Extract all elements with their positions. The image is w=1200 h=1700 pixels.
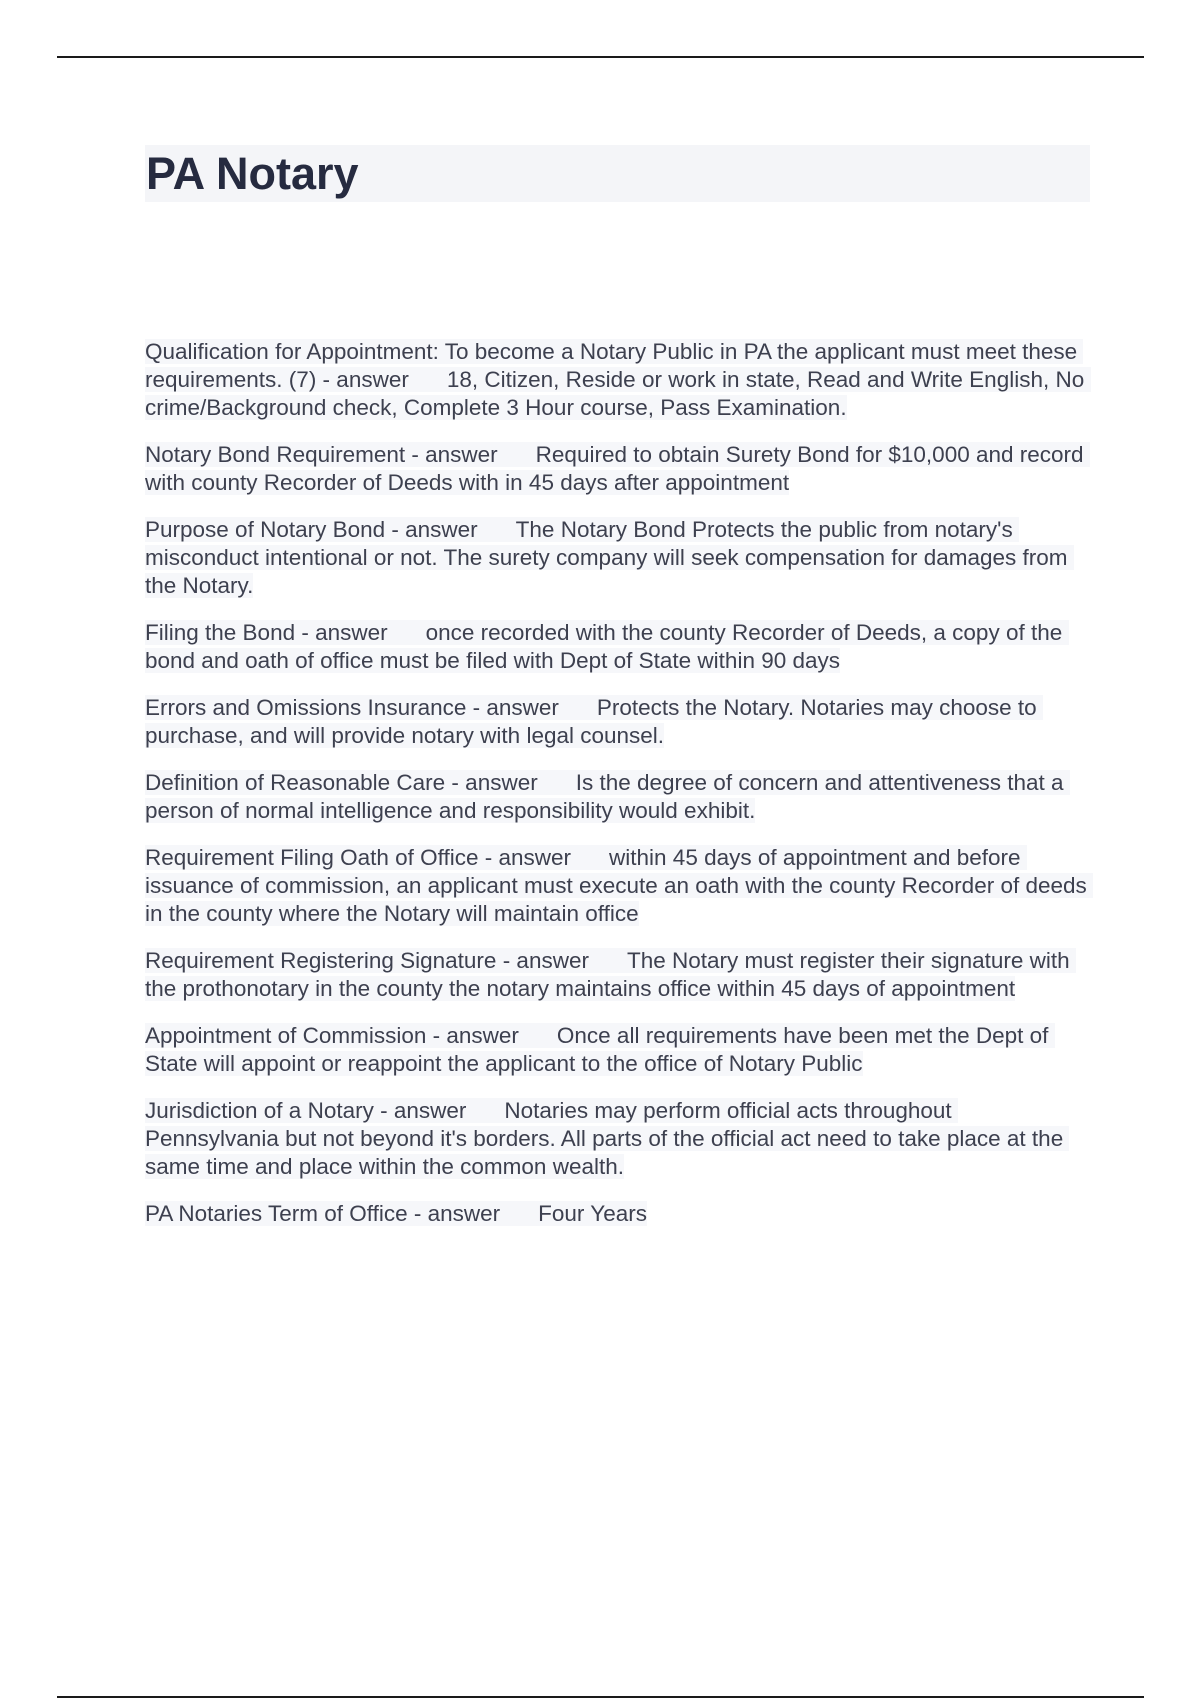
card-term: Requirement Filing Oath of Office - answer	[145, 845, 572, 870]
flashcard-list	[145, 338, 1094, 1247]
flashcard-item	[145, 947, 1090, 1003]
card-term: Definition of Reasonable Care - answer	[145, 770, 538, 795]
card-term: Errors and Omissions Insurance - answer	[145, 695, 559, 720]
card-term: Filing the Bond - answer	[145, 620, 388, 645]
flashcard-item	[145, 1200, 1090, 1228]
flashcard-item	[145, 441, 1090, 497]
card-definition: The Notary must register their signature with the prothonotary in the county the notary maintains office within 45 days of appointment	[145, 948, 1076, 1001]
card-definition: Notaries may perform official acts throughout Pennsylvania but not beyond it's borders. All parts of the official act need to take place at the same time and place within the common wealth.	[145, 1098, 1070, 1179]
card-term: Requirement Registering Signature - answer	[145, 948, 589, 973]
card-term: Jurisdiction of a Notary - answer	[145, 1098, 467, 1123]
card-term: Qualification for Appointment: To become a Notary Public in PA the applicant must meet these requirements. (7) - answer	[145, 339, 1084, 392]
flashcard-item	[145, 516, 1090, 600]
card-definition: The Notary Bond Protects the public from notary's misconduct intentional or not. The surety company will seek compensation for damages from the Notary.	[145, 517, 1074, 598]
card-definition: within 45 days of appointment and before issuance of commission, an applicant must execute an oath with the county Recorder of deeds in the county where the Notary will maintain office	[145, 845, 1094, 926]
card-definition: once recorded with the county Recorder of Deeds, a copy of the bond and oath of office must be filed with Dept of State within 90 days	[145, 620, 1069, 673]
card-definition: Protects the Notary. Notaries may choose to purchase, and will provide notary with legal counsel.	[145, 695, 1043, 748]
flashcard-item	[145, 619, 1090, 675]
card-term: Purpose of Notary Bond - answer	[145, 517, 478, 542]
page-title: PA Notary	[146, 148, 359, 199]
card-term: Notary Bond Requirement - answer	[145, 442, 498, 467]
card-definition: 18, Citizen, Reside or work in state, Read and Write English, No crime/Background check, Complete 3 Hour course, Pass Examination.	[145, 367, 1091, 420]
bottom-divider	[57, 1696, 1144, 1698]
card-definition: Required to obtain Surety Bond for $10,000 and record with county Recorder of Deeds with in 45 days after appointment	[145, 442, 1090, 495]
flashcard-item	[145, 1097, 1090, 1181]
card-definition: Once all requirements have been met the Dept of State will appoint or reappoint the applicant to the office of Notary Public	[145, 1023, 1055, 1076]
card-definition: Four Years	[538, 1201, 647, 1226]
flashcard-item	[145, 1022, 1090, 1078]
card-definition: Is the degree of concern and attentiveness that a person of normal intelligence and responsibility would exhibit.	[145, 770, 1070, 823]
flashcard-item	[145, 844, 1094, 928]
card-term: Appointment of Commission - answer	[145, 1023, 519, 1048]
card-term: PA Notaries Term of Office - answer	[145, 1201, 501, 1226]
flashcard-item	[145, 694, 1090, 750]
top-divider	[57, 56, 1144, 58]
flashcard-item	[145, 769, 1090, 825]
flashcard-item	[145, 338, 1090, 422]
